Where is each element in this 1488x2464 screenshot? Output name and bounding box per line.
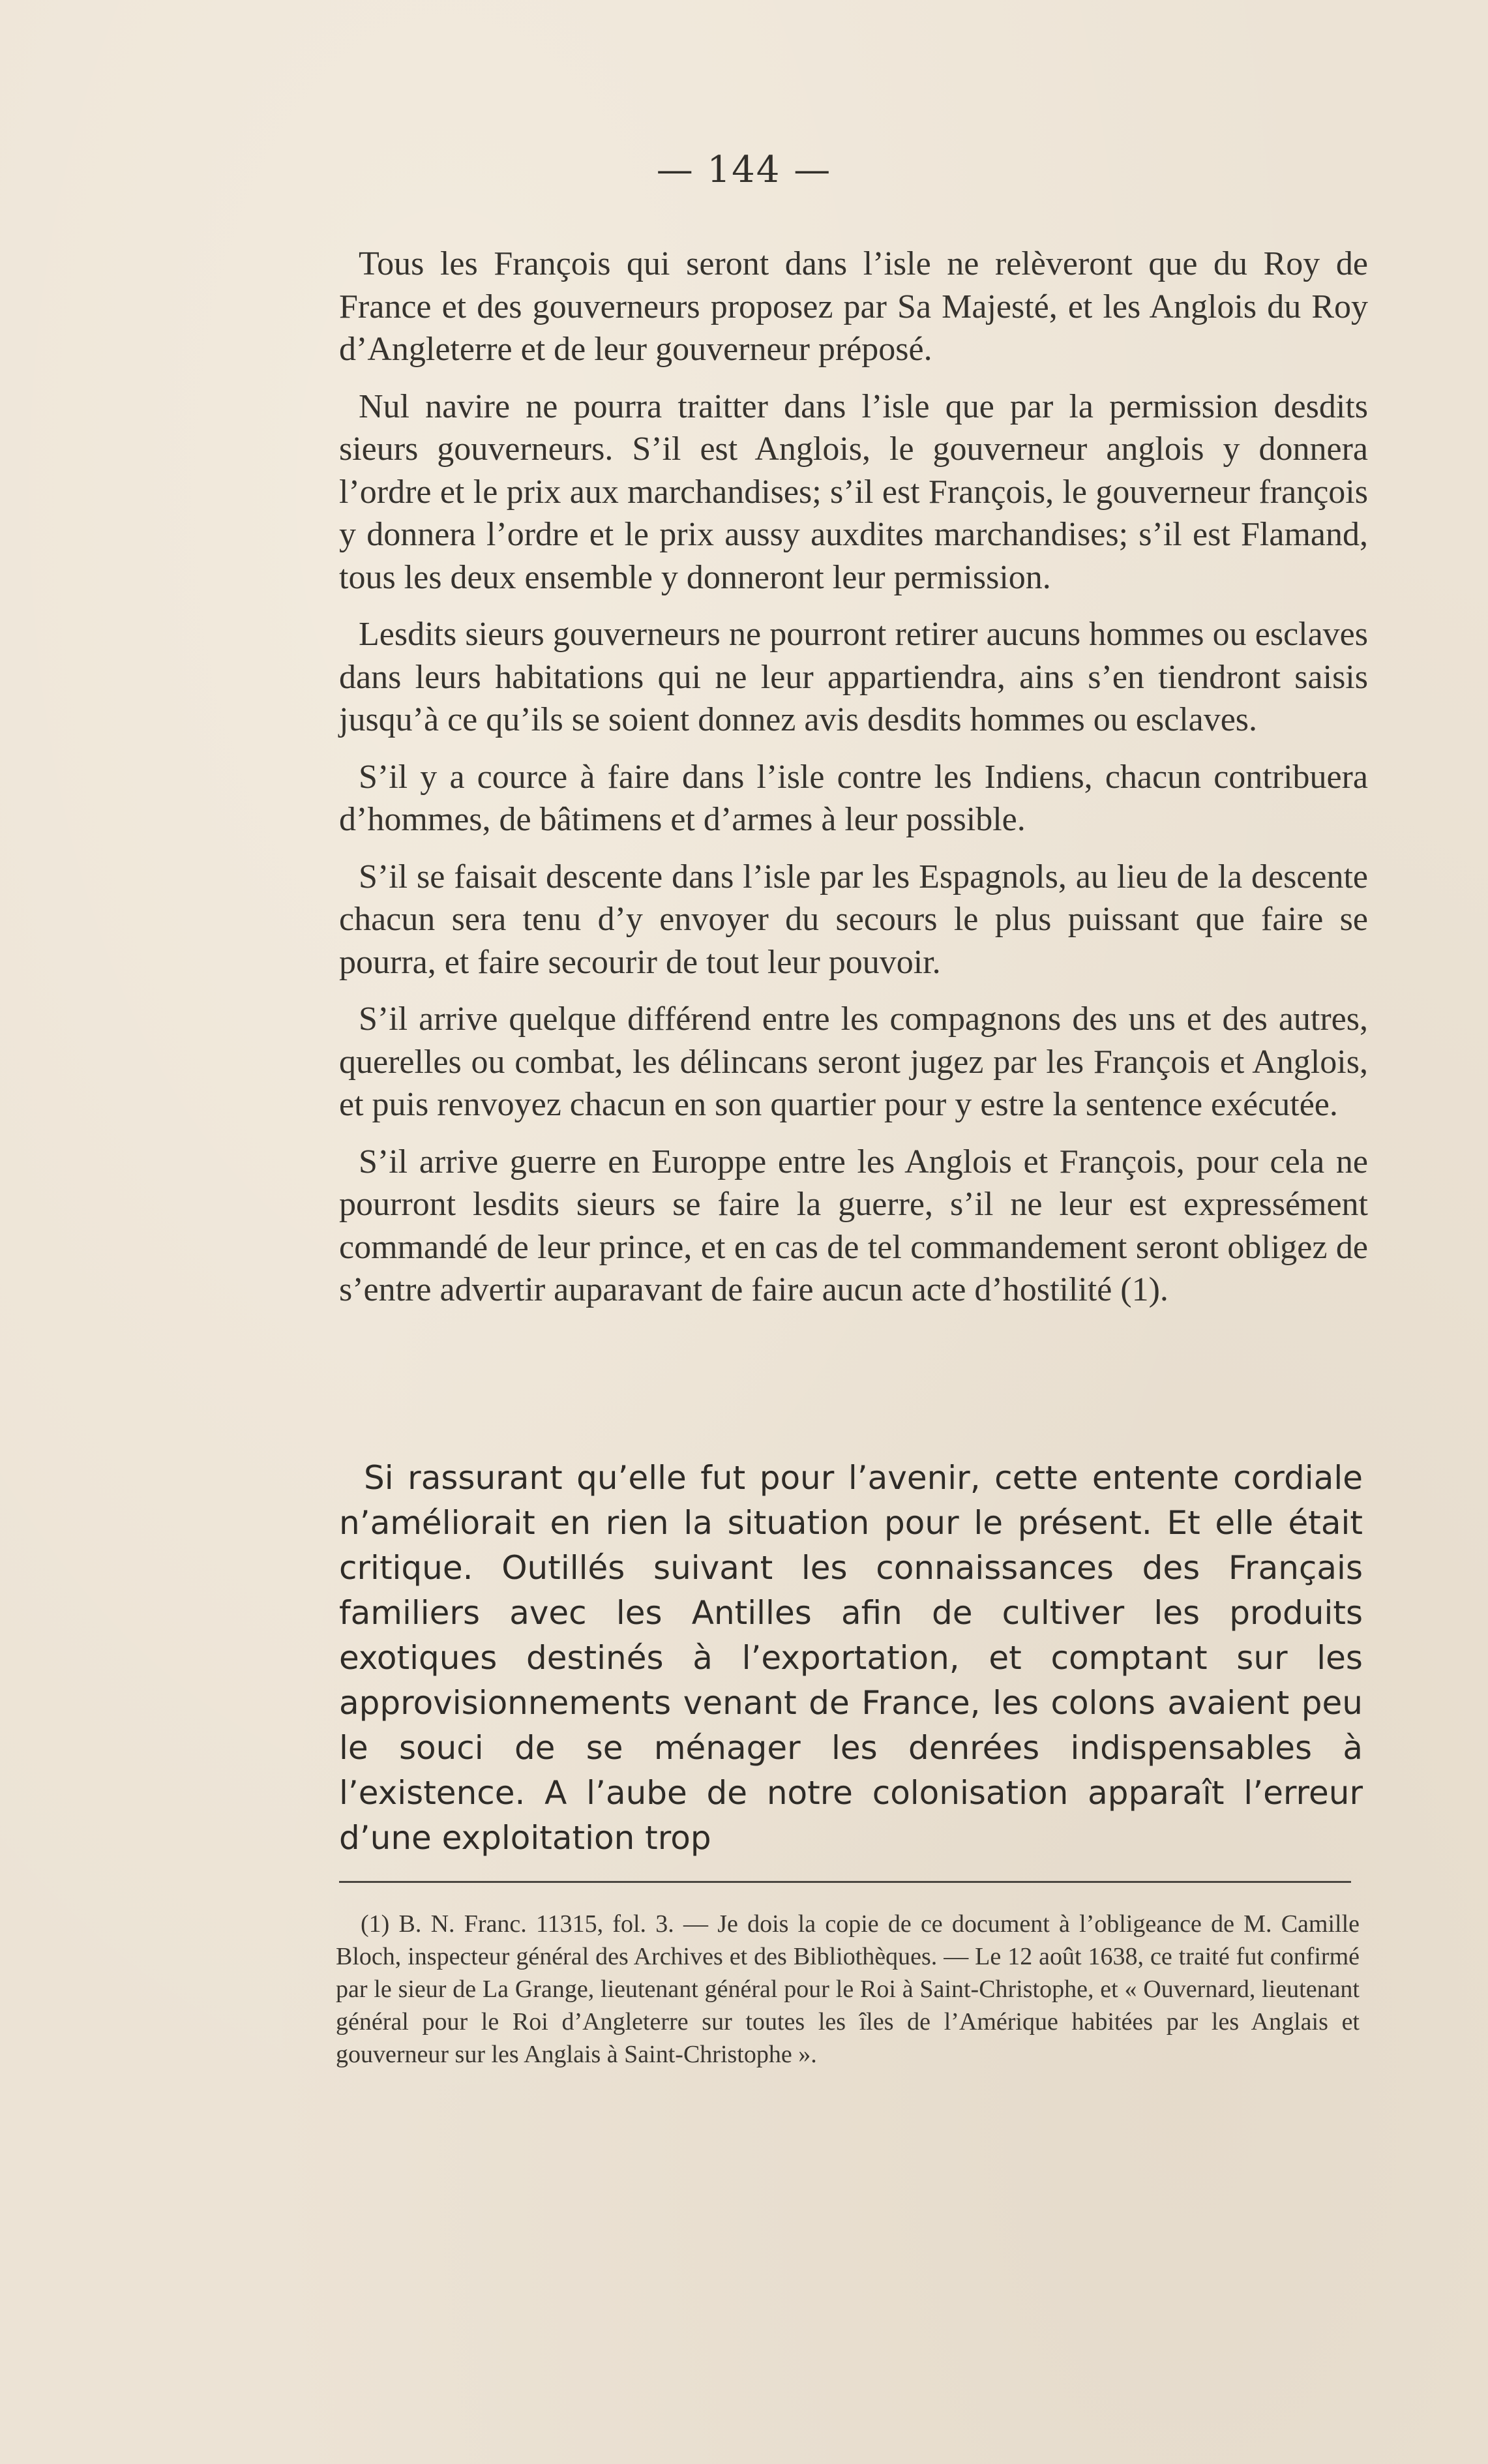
footnote-divider	[339, 1881, 1351, 1883]
narrative-paragraph: Si rassurant qu’elle fut pour l’avenir, cette entente cordiale n’améliorait en rien la situation pour le présent. Et elle était critique. Outillés suivant les connaissances des Français familiers avec les Antilles afin de cultiver les produits exotiques destinés à l’exportation, et comptant sur les approvisionnements venant de France, les colons avaient peu le souci de se ménager les denrées indispensables à l’existence. A l’aube de notre colonisation apparaît l’erreur d’une exploitation trop	[339, 1459, 1363, 1857]
treaty-paragraph: Nul navire ne pourra traitter dans l’isle que par la permission desdits sieurs gouverneurs. S’il est Anglois, le gouverneur anglois y donnera l’ordre et le prix aux marchandises; s’il est François, le gouverneur françois y donnera l’ordre et le prix aussy auxdites marchandises; s’il est Flamand, tous les deux ensemble y donneront leur permission.	[339, 387, 1368, 596]
treaty-paragraph: S’il arrive guerre en Europpe entre les Anglois et François, pour cela ne pourront lesdits sieurs se faire la guerre, s’il ne leur est expressément commandé de leur prince, et en cas de tel commandement seront obligez de s’entre advertir auparavant de faire aucun acte d’hostilité (1).	[339, 1143, 1368, 1308]
treaty-paragraph: S’il y a cource à faire dans l’isle contre les Indiens, chacun contribuera d’hommes, de bâtimens et d’armes à leur possible.	[339, 758, 1368, 838]
treaty-paragraph: Lesdits sieurs gouverneurs ne pourront retirer aucuns hommes ou esclaves dans leurs habitations qui ne leur appartiendra, ains s’en tiendront saisis jusqu’à ce qu’ils se soient donnez avis desdits hommes ou esclaves.	[339, 616, 1368, 738]
footnote-text: (1) B. N. Franc. 11315, fol. 3. — Je dois la copie de ce document à l’obligeance de M. Camille Bloch, inspecteur général des Archives et des Bibliothèques. — Le 12 août 1638, ce traité fut confirmé par le sieur de La Grange, lieutenant général pour le Roi à Saint-Christophe, et « Ouvernard, lieutenant général pour le Roi d’Angleterre sur toutes les îles de l’Amérique habitées par les Anglais et gouverneur sur les Anglais à Saint-Christophe ».	[336, 1910, 1360, 2068]
footnote	[336, 1908, 1360, 2071]
treaty-paragraph: Tous les François qui seront dans l’isle ne relèveront que du Roy de France et des gouverneurs proposez par Sa Majesté, et les Anglois du Roy d’Angleterre et de leur gouverneur préposé.	[339, 245, 1368, 368]
narrative-text-block	[339, 1456, 1363, 1861]
treaty-text-block	[339, 243, 1368, 1326]
page-number: — 144 —	[656, 149, 832, 191]
treaty-paragraph: S’il se faisait descente dans l’isle par les Espagnols, au lieu de la descente chacun sera tenu d’y envoyer du secours le plus puissant que faire se pourra, et faire secourir de tout leur pouvoir.	[339, 858, 1368, 981]
treaty-paragraph: S’il arrive quelque différend entre les compagnons des uns et des autres, querelles ou combat, les délincans seront jugez par les François et Anglois, et puis renvoyez chacun en son quartier pour y estre la sentence exécutée.	[339, 1000, 1368, 1123]
